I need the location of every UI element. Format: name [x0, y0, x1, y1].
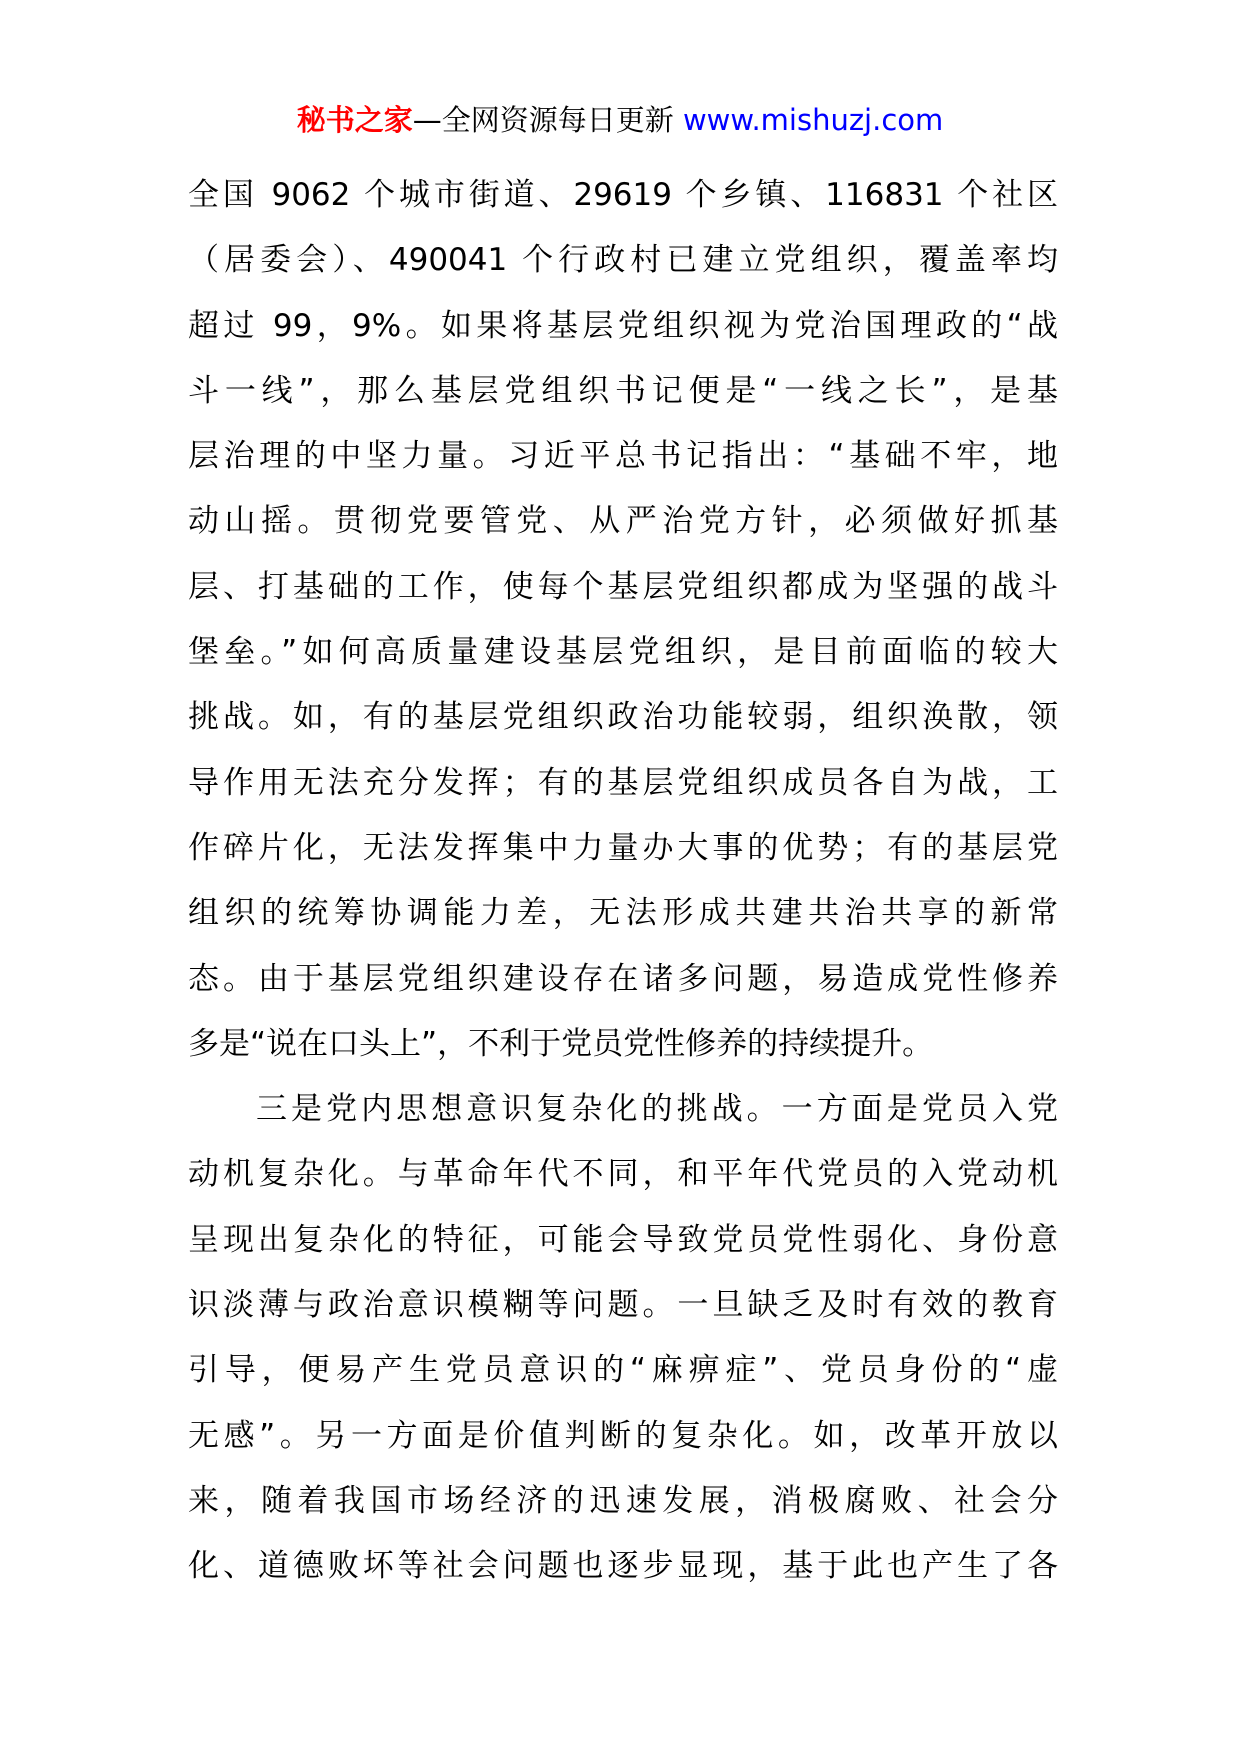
paragraph-end-line: 多是“说在口头上”，不利于党员党性修养的持续提升。 — [188, 1025, 934, 1062]
text-line: 斗一线”，那么基层党组织书记便是“一线之长”，是基 — [188, 372, 1058, 409]
text-line: 态。由于基层党组织建设存在诸多问题，易造成党性修养 — [188, 960, 1058, 997]
text-line: 动山摇。贯彻党要管党、从严治党方针，必须做好抓基 — [188, 503, 1058, 540]
text-line: 层治理的中坚力量。习近平总书记指出：“基础不牢，地 — [188, 438, 1058, 475]
site-url[interactable]: www.mishuzj.com — [682, 103, 944, 137]
site-header — [0, 100, 1240, 140]
text-line: 呈现出复杂化的特征，可能会导致党员党性弱化、身份意 — [188, 1221, 1058, 1258]
text-line: 识淡薄与政治意识模糊等问题。一旦缺乏及时有效的教育 — [188, 1287, 1058, 1324]
text-line: 堡垒。”如何高质量建设基层党组织，是目前面临的较大 — [188, 634, 1058, 671]
text-line: 无感”。另一方面是价值判断的复杂化。如，改革开放以 — [188, 1417, 1058, 1454]
text-line: 引导，便易产生党员意识的“麻痹症”、党员身份的“虚 — [188, 1352, 1058, 1389]
site-brand: 秘书之家 — [296, 103, 413, 137]
text-line: 动机复杂化。与革命年代不同，和平年代党员的入党动机 — [188, 1156, 1058, 1193]
site-tagline: —全网资源每日更新 — [412, 103, 683, 137]
paragraph-first-line: 三是党内思想意识复杂化的挑战。一方面是党员入党 — [256, 1091, 1058, 1128]
text-line: 超过 99，9%。如果将基层党组织视为党治国理政的“战 — [188, 307, 1058, 344]
text-line: 挑战。如，有的基层党组织政治功能较弱，组织涣散，领 — [188, 699, 1058, 736]
text-line: 来，随着我国市场经济的迅速发展，消极腐败、社会分 — [188, 1482, 1058, 1519]
text-line: 层、打基础的工作，使每个基层党组织都成为坚强的战斗 — [188, 568, 1058, 605]
document-body — [188, 163, 1058, 1600]
text-line: 组织的统筹协调能力差，无法形成共建共治共享的新常 — [188, 895, 1058, 932]
text-line: 作碎片化，无法发挥集中力量办大事的优势；有的基层党 — [188, 829, 1058, 866]
text-line: （居委会）、490041 个行政村已建立党组织，覆盖率均 — [188, 242, 1058, 279]
text-line: 导作用无法充分发挥；有的基层党组织成员各自为战，工 — [188, 764, 1058, 801]
text-line: 全国 9062 个城市街道、29619 个乡镇、116831 个社区 — [188, 177, 1058, 213]
text-line: 化、道德败坏等社会问题也逐步显现，基于此也产生了各 — [188, 1548, 1058, 1585]
